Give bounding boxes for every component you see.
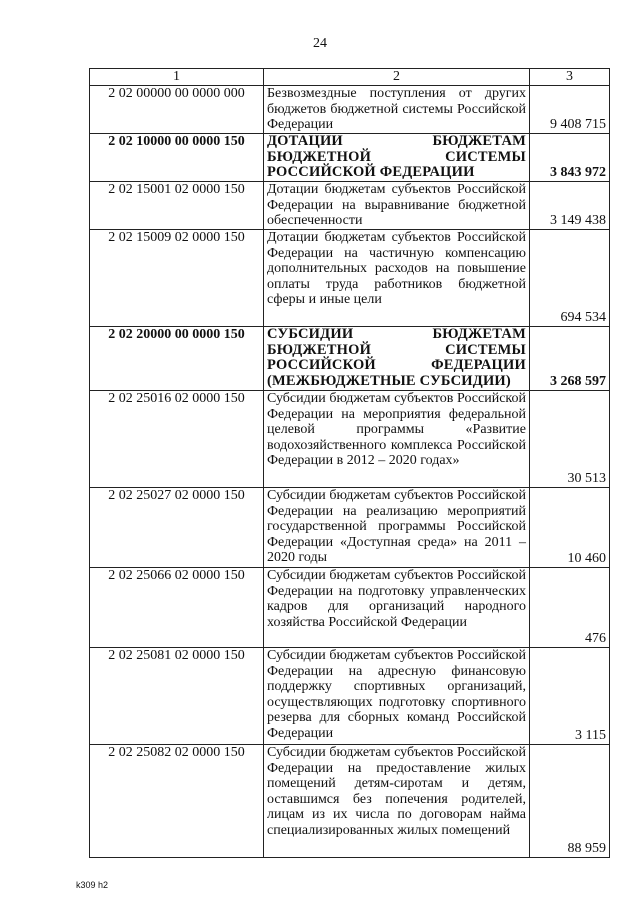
row-name: Безвозмездные поступления от других бюджетов бюджетной системы Российской Федерации xyxy=(264,86,530,134)
row-code: 2 02 10000 00 0000 150 xyxy=(90,134,264,182)
row-name: ДОТАЦИИ БЮДЖЕТАМ БЮДЖЕТНОЙ СИСТЕМЫ РОССИЙСКОЙ ФЕДЕРАЦИИ xyxy=(264,134,530,182)
row-code: 2 02 25066 02 0000 150 xyxy=(90,568,264,648)
row-code: 2 02 25016 02 0000 150 xyxy=(90,391,264,488)
footer-code: k309 h2 xyxy=(76,880,109,890)
row-code: 2 02 00000 00 0000 000 xyxy=(90,86,264,134)
table-row xyxy=(90,230,610,327)
table-row xyxy=(90,488,610,568)
table-row xyxy=(90,86,610,134)
row-name: Субсидии бюджетам субъектов Российской Федерации на адресную финансовую поддержку спортивных организаций, осуществляющих подготовку спортивного резерва для сборных команд Российской Федерации xyxy=(264,648,530,745)
budget-table xyxy=(89,68,610,858)
table-row xyxy=(90,134,610,182)
row-name: Субсидии бюджетам субъектов Российской Федерации на мероприятия федеральной целевой программы «Развитие водохозяйственного комплекса Российской Федерации в 2012 – 2020 годах» xyxy=(264,391,530,488)
row-amount: 88 959 xyxy=(530,745,610,858)
row-name: Субсидии бюджетам субъектов Российской Федерации на предоставление жилых помещений детям-сиротам и детям, оставшимся без попечения родителей, лицам из их числа по договорам найма специализированных жилых помещений xyxy=(264,745,530,858)
column-header-2: 2 xyxy=(264,69,530,86)
row-amount: 476 xyxy=(530,568,610,648)
page-number: 24 xyxy=(313,36,327,51)
row-name: Субсидии бюджетам субъектов Российской Федерации на реализацию мероприятий государственной программы Российской Федерации «Доступная среда» на 2011 – 2020 годы xyxy=(264,488,530,568)
table-header-row xyxy=(90,69,610,86)
row-code: 2 02 25081 02 0000 150 xyxy=(90,648,264,745)
row-name: Субсидии бюджетам субъектов Российской Федерации на подготовку управленческих кадров для организаций народного хозяйства Российской Федерации xyxy=(264,568,530,648)
row-code: 2 02 25082 02 0000 150 xyxy=(90,745,264,858)
row-code: 2 02 25027 02 0000 150 xyxy=(90,488,264,568)
row-amount: 10 460 xyxy=(530,488,610,568)
column-header-1: 1 xyxy=(90,69,264,86)
table-row xyxy=(90,648,610,745)
row-code: 2 02 15001 02 0000 150 xyxy=(90,182,264,230)
row-amount: 694 534 xyxy=(530,230,610,327)
row-amount: 3 115 xyxy=(530,648,610,745)
row-name: СУБСИДИИ БЮДЖЕТАМ БЮДЖЕТНОЙ СИСТЕМЫ РОССИЙСКОЙ ФЕДЕРАЦИИ (МЕЖБЮДЖЕТНЫЕ СУБСИДИИ) xyxy=(264,327,530,391)
row-code: 2 02 20000 00 0000 150 xyxy=(90,327,264,391)
table-row xyxy=(90,568,610,648)
row-amount: 30 513 xyxy=(530,391,610,488)
row-amount: 3 149 438 xyxy=(530,182,610,230)
table-row xyxy=(90,745,610,858)
row-amount: 9 408 715 xyxy=(530,86,610,134)
row-amount: 3 843 972 xyxy=(530,134,610,182)
table-row xyxy=(90,391,610,488)
row-name: Дотации бюджетам субъектов Российской Федерации на выравнивание бюджетной обеспеченности xyxy=(264,182,530,230)
table-row xyxy=(90,182,610,230)
column-header-3: 3 xyxy=(530,69,610,86)
row-code: 2 02 15009 02 0000 150 xyxy=(90,230,264,327)
row-amount: 3 268 597 xyxy=(530,327,610,391)
table-row xyxy=(90,327,610,391)
row-name: Дотации бюджетам субъектов Российской Федерации на частичную компенсацию дополнительных расходов на повышение оплаты труда работников бюджетной сферы и иные цели xyxy=(264,230,530,327)
